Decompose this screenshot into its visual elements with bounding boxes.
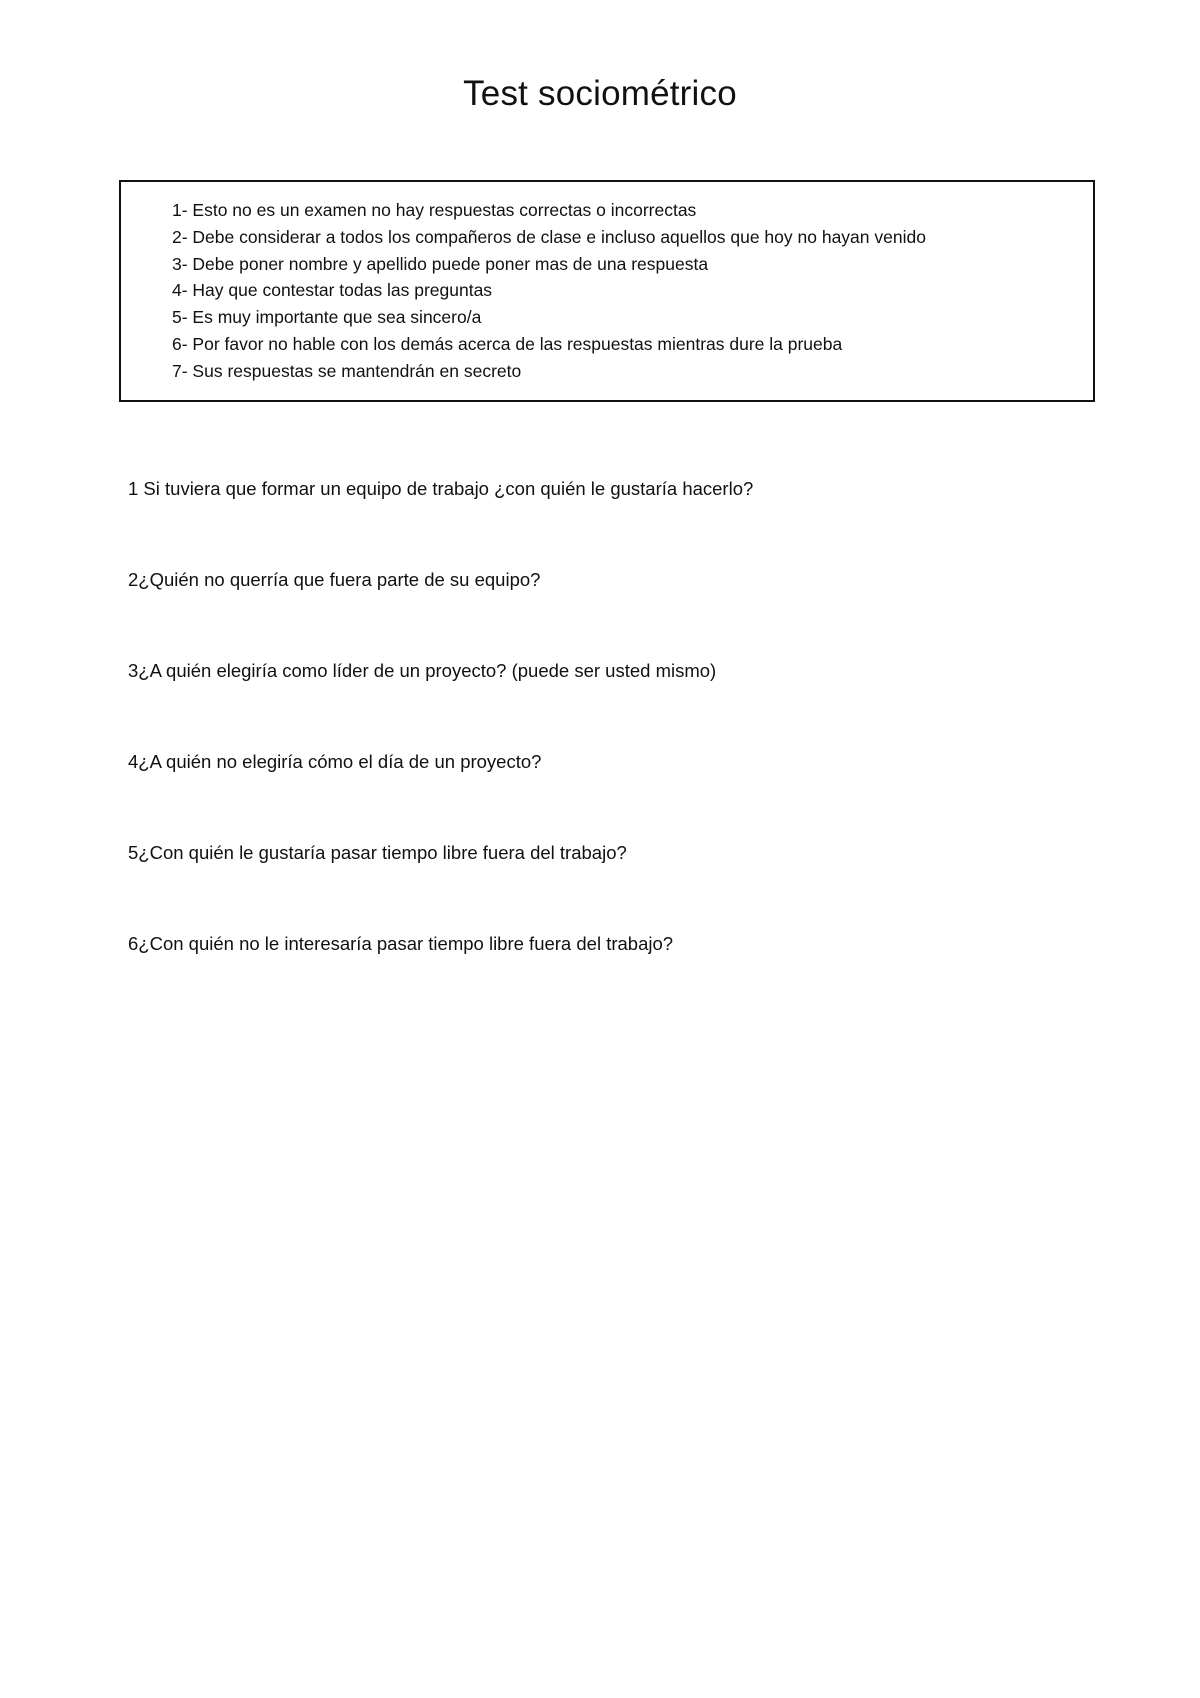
question-item: 5¿Con quién le gustaría pasar tiempo libre fuera del trabajo? bbox=[128, 842, 627, 863]
question-item: 4¿A quién no elegiría cómo el día de un proyecto? bbox=[128, 751, 542, 772]
questions-list bbox=[128, 476, 1128, 1022]
instruction-item: 1- Esto no es un examen no hay respuestas correctas o incorrectas bbox=[172, 200, 697, 220]
question-item: 3¿A quién elegiría como líder de un proyecto? (puede ser usted mismo) bbox=[128, 660, 717, 681]
instruction-item: 3- Debe poner nombre y apellido puede poner mas de una respuesta bbox=[172, 253, 709, 274]
instructions-list bbox=[121, 182, 1093, 385]
instruction-item: 5- Es muy importante que sea sincero/a bbox=[172, 307, 482, 328]
instruction-item: 4- Hay que contestar todas las preguntas bbox=[172, 280, 493, 301]
question-item: 1 Si tuviera que formar un equipo de trabajo ¿con quién le gustaría hacerlo? bbox=[128, 478, 754, 499]
question-item: 2¿Quién no querría que fuera parte de su equipo? bbox=[128, 569, 541, 590]
question-item: 6¿Con quién no le interesaría pasar tiempo libre fuera del trabajo? bbox=[128, 933, 674, 954]
instruction-item: 2- Debe considerar a todos los compañeros de clase e incluso aquellos que hoy no hayan venido bbox=[172, 226, 926, 247]
instruction-item: 6- Por favor no hable con los demás acerca de las respuestas mientras dure la prueba bbox=[172, 333, 843, 354]
instructions-box bbox=[119, 180, 1095, 402]
page-title: Test sociométrico bbox=[463, 74, 737, 113]
instruction-item: 7- Sus respuestas se mantendrán en secreto bbox=[172, 360, 522, 381]
